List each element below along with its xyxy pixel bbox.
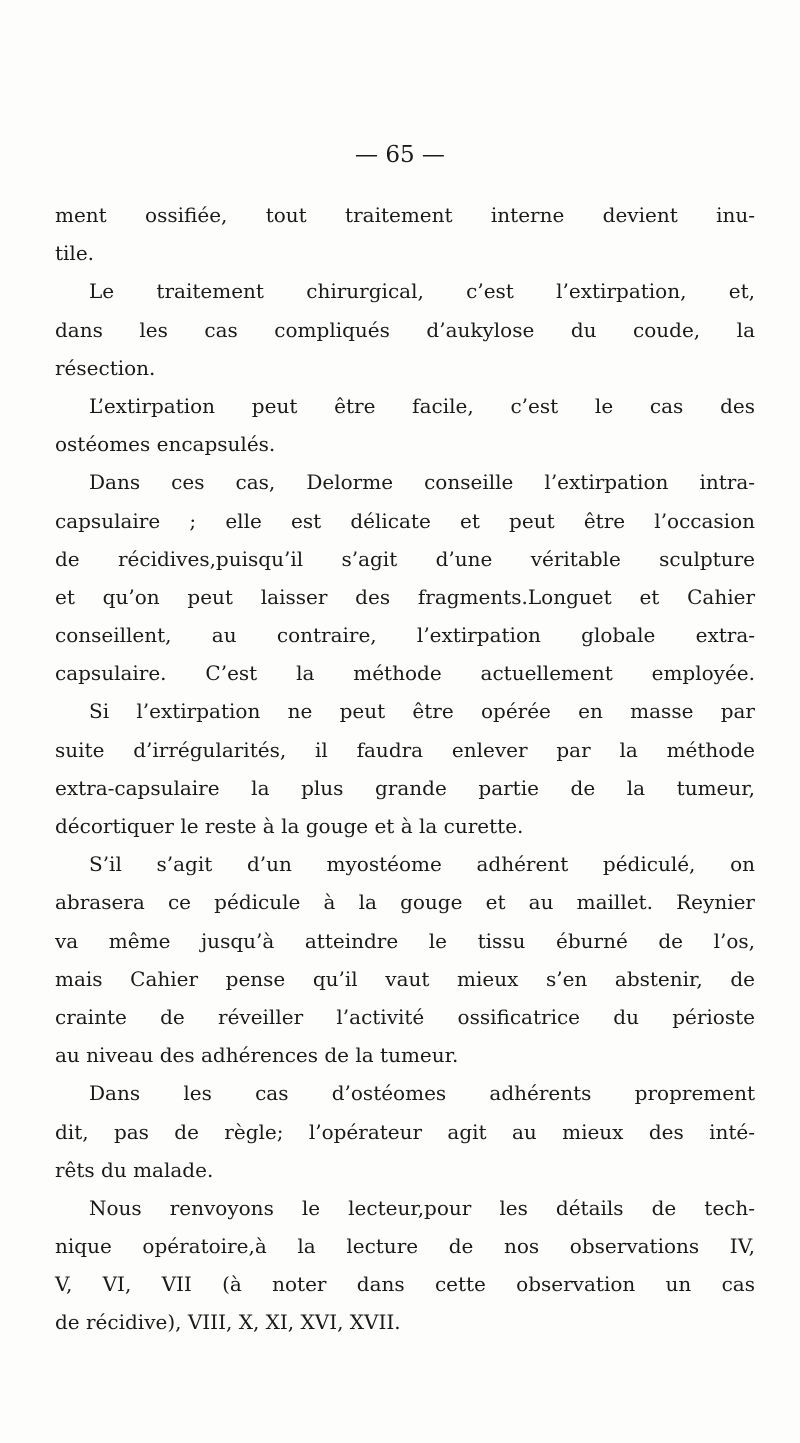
text-line: conseillent, au contraire, l’extirpation globale extra- (55, 623, 755, 648)
text-line: capsulaire. C’est la méthode actuellement employée. (55, 661, 755, 686)
text-line: capsulaire ; elle est délicate et peut être l’occasion (55, 508, 755, 533)
text-line: Le traitement chirurgical, c’est l’extirpation, et, (89, 279, 755, 304)
text-line: et qu’on peut laisser des fragments.Longuet et Cahier (55, 584, 755, 609)
text-line: Si l’extirpation ne peut être opérée en masse par (89, 699, 755, 724)
text-line: V, VI, VII (à noter dans cette observation un cas (55, 1272, 755, 1297)
text-line: de récidive), VIII, X, XI, XVI, XVII. (55, 1310, 401, 1335)
text-line: rêts du malade. (55, 1157, 214, 1182)
text-line: Dans les cas d’ostéomes adhérents proprement (89, 1081, 755, 1106)
text-line: dit, pas de règle; l’opérateur agit au mieux des inté- (55, 1119, 755, 1144)
text-line: L’extirpation peut être facile, c’est le cas des (89, 393, 755, 418)
text-line: S’il s’agit d’un myostéome adhérent pédiculé, on (89, 852, 755, 877)
text-line: au niveau des adhérences de la tumeur. (55, 1043, 459, 1068)
text-line: va même jusqu’à atteindre le tissu éburné de l’os, (55, 928, 755, 953)
text-line: de récidives,puisqu’il s’agit d’une véritable sculpture (55, 546, 755, 571)
body-text (55, 196, 755, 1342)
text-line: extra-capsulaire la plus grande partie de la tumeur, (55, 775, 755, 800)
text-line: nique opératoire,à la lecture de nos observations IV, (55, 1234, 755, 1259)
text-line: ostéomes encapsulés. (55, 432, 276, 457)
text-line: décortiquer le reste à la gouge et à la curette. (55, 814, 524, 838)
text-line: crainte de réveiller l’activité ossificatrice du périoste (55, 1004, 755, 1029)
text-line: Nous renvoyons le lecteur,pour les détails de tech- (89, 1195, 755, 1220)
text-line: abrasera ce pédicule à la gouge et au maillet. Reynier (55, 890, 755, 915)
text-line: suite d’irrégularités, il faudra enlever par la méthode (55, 737, 755, 762)
text-line: ment ossifiée, tout traitement interne devient inu- (55, 203, 755, 227)
text-line: dans les cas compliqués d’aukylose du coude, la (55, 317, 755, 342)
text-line: Dans ces cas, Delorme conseille l’extirpation intra- (89, 470, 755, 495)
text-line: résection. (55, 355, 156, 380)
text-line: tile. (55, 241, 95, 266)
text-line: mais Cahier pense qu’il vaut mieux s’en abstenir, de (55, 966, 755, 991)
page-number: — 65 — (355, 142, 445, 168)
